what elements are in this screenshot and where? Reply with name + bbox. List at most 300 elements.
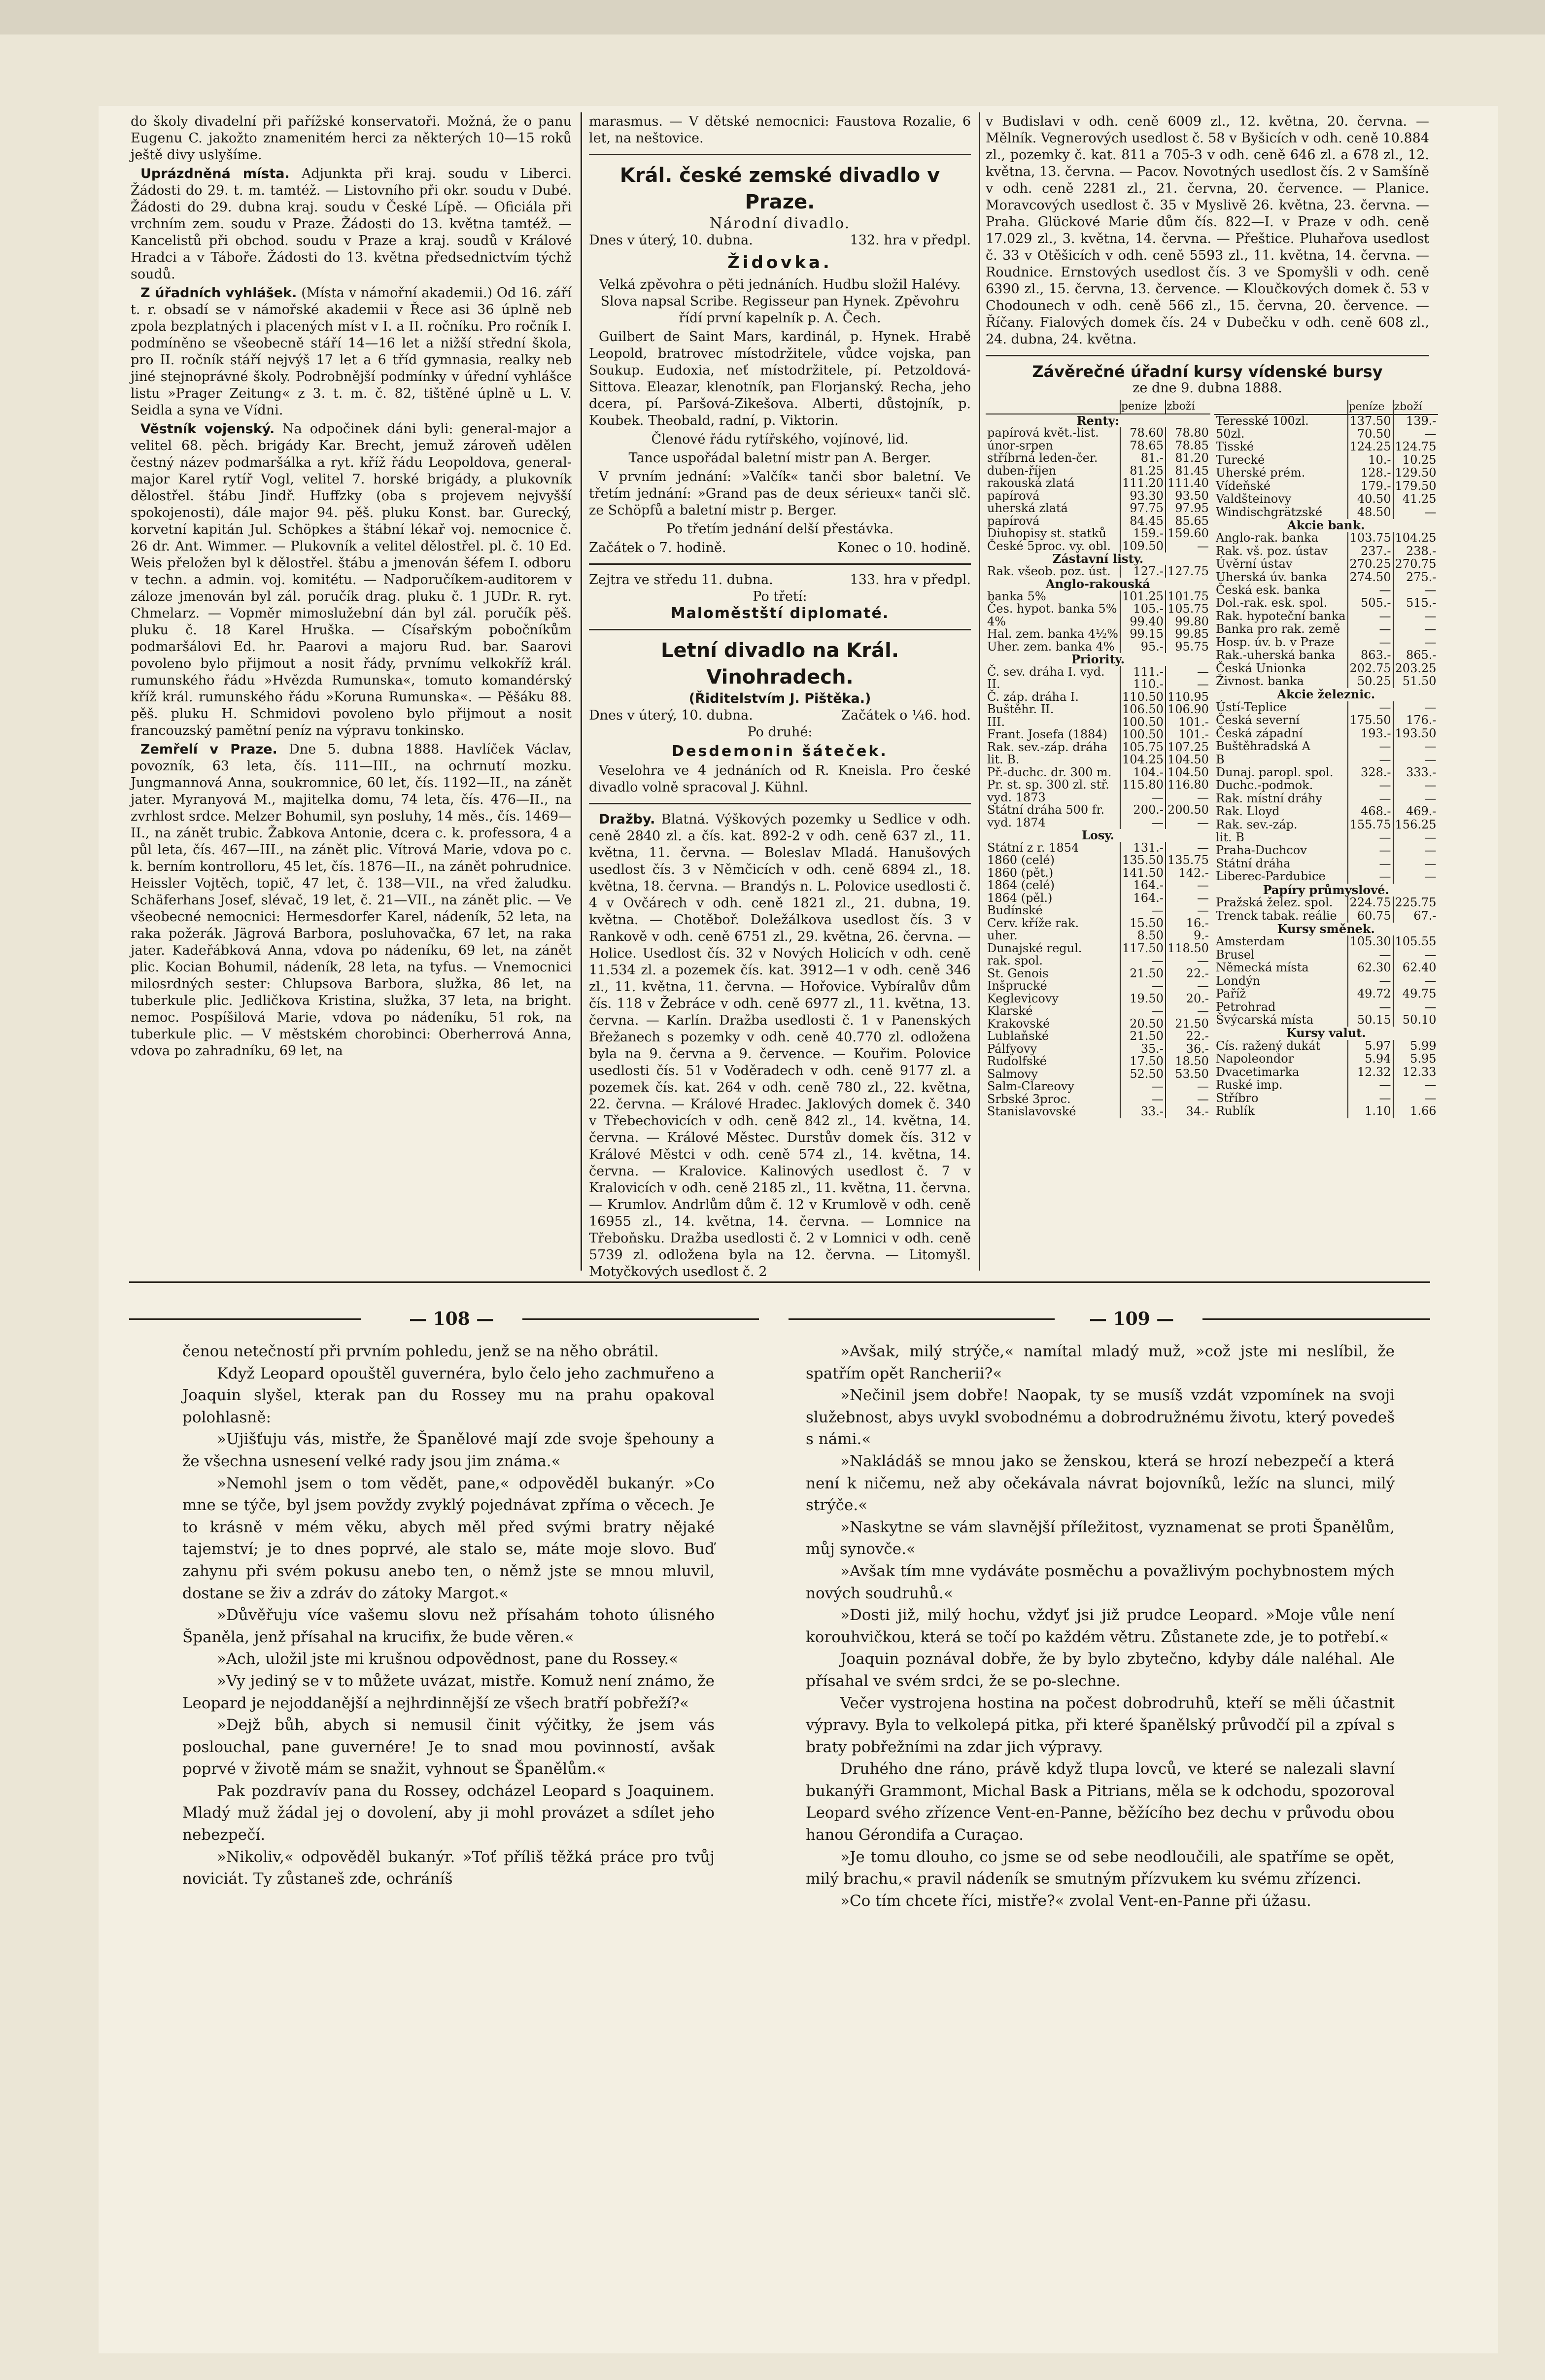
quote-row	[1214, 910, 1438, 923]
quote-goods: —	[1393, 610, 1438, 623]
theatre2-dateline	[589, 707, 971, 724]
quote-goods: —	[1166, 792, 1210, 804]
quote-row	[986, 754, 1210, 766]
divider	[986, 355, 1429, 356]
quote-goods: 139.-	[1393, 414, 1438, 428]
quote-goods: —	[1166, 540, 1210, 553]
quote-money: 106.50	[1120, 703, 1166, 716]
quote-money: 193.-	[1348, 727, 1393, 740]
quote-money: 17.50	[1120, 1055, 1166, 1068]
quote-goods: 101.75	[1166, 590, 1210, 603]
theatre2-subtitle: (Řiditelstvím J. Pištěka.)	[688, 691, 871, 706]
quote-goods: 865.-	[1393, 649, 1438, 662]
exchange-tables	[986, 400, 1437, 1118]
quote-label: Losy.	[1082, 828, 1114, 842]
quote-label: Buštěhr. II.	[987, 702, 1054, 716]
quote-goods: 176.-	[1393, 714, 1438, 727]
col-money: peníze	[1348, 400, 1393, 414]
quote-row	[1214, 636, 1438, 649]
quote-row	[1214, 714, 1438, 727]
quote-row	[986, 829, 1210, 842]
quote-money: —	[1120, 980, 1166, 993]
quote-row	[1214, 1014, 1438, 1027]
quote-money: 12.32	[1348, 1066, 1393, 1079]
quote-label: Brusel	[1215, 947, 1255, 962]
quote-goods: 93.50	[1166, 490, 1210, 503]
divider	[589, 154, 971, 155]
quote-goods: 110.95	[1166, 691, 1210, 704]
quote-row	[986, 930, 1210, 942]
quote-label: Kursy valut.	[1286, 1026, 1366, 1040]
quote-label: Anglo-rakouská	[1046, 577, 1150, 591]
quote-row	[1214, 819, 1438, 831]
quote-label: Rak. sev.-záp.	[1215, 817, 1298, 831]
quote-money: 111.-	[1120, 666, 1166, 679]
quote-money: 110.50	[1120, 691, 1166, 704]
quote-goods: 21.50	[1166, 1018, 1210, 1031]
quote-label: Napoleondor	[1215, 1052, 1294, 1066]
quote-goods: —	[1166, 817, 1210, 829]
scan-top-band	[0, 0, 1545, 34]
quote-row	[986, 515, 1210, 528]
quote-goods: 95.75	[1166, 641, 1210, 654]
quote-row	[1214, 988, 1438, 1000]
quote-label: Státní z r. 1854	[987, 840, 1079, 855]
quote-goods: —	[1393, 870, 1438, 883]
quote-row	[1214, 793, 1438, 805]
quote-label: Salmovy	[987, 1067, 1038, 1081]
theatre1-dateline	[589, 232, 971, 249]
quote-label: Rak. místní dráhy	[1215, 791, 1322, 805]
quote-goods: 22.-	[1166, 967, 1210, 980]
quote-row	[986, 527, 1210, 540]
quote-goods: —	[1393, 1001, 1438, 1014]
story-paragraph: »Dosti již, milý hochu, vždyť jsi již prudce Leopard. »Moje vůle není korouhvičkou, která se točí po každém větru. Zůstanete zde, je to potřebí.«	[806, 1606, 1395, 1646]
quote-money: 20.50	[1120, 1018, 1166, 1031]
quote-row	[986, 477, 1210, 490]
quote-money: —	[1120, 1005, 1166, 1018]
quote-money: 101.25	[1120, 590, 1166, 603]
quote-row	[986, 616, 1210, 628]
quote-money: 270.25	[1348, 558, 1393, 571]
quote-money: 164.-	[1120, 892, 1166, 905]
quote-row	[1214, 480, 1438, 493]
quote-money: 5.97	[1348, 1040, 1393, 1053]
quote-label: Akcie bank.	[1287, 517, 1365, 532]
quote-label: Trenck tabak. reálie	[1215, 908, 1337, 923]
quote-label: České 5proc. vy. obl.	[987, 539, 1111, 553]
quote-label: Diuhopisy st. statků	[987, 526, 1106, 540]
quote-row	[1214, 844, 1438, 857]
quote-money: 5.94	[1348, 1053, 1393, 1066]
quote-row	[1214, 558, 1438, 571]
quote-goods: —	[1393, 636, 1438, 649]
col-goods: zboží	[1166, 400, 1210, 414]
quote-goods: —	[1393, 623, 1438, 636]
quote-row	[1214, 701, 1438, 714]
quote-money: 111.20	[1120, 477, 1166, 490]
quote-row	[1214, 662, 1438, 675]
quote-row	[986, 716, 1210, 729]
quote-row	[1214, 858, 1438, 870]
quote-money: —	[1348, 793, 1393, 805]
quote-money: —	[1348, 1001, 1393, 1014]
quote-row	[1214, 675, 1438, 688]
quote-label: Dol.-rak. esk. spol.	[1215, 596, 1328, 610]
quote-label: Cerv. kříže rak.	[987, 916, 1079, 930]
quote-row	[986, 641, 1210, 654]
quote-row	[1214, 649, 1438, 662]
play1-note: V prvním jednání: »Valčík« tanči sbor baletní. Ve třetím jednání: »Grand pas de deux sérieux« tanči slč. ze Schöpfů a baletní mistr p. Berger.	[589, 469, 971, 518]
page-number-rule	[129, 1318, 361, 1320]
quote-money: —	[1348, 975, 1393, 988]
quote-row	[986, 854, 1210, 867]
deaths-heading: Zemřelí v Praze.	[140, 742, 277, 757]
quote-label: Česká Unionka	[1215, 661, 1306, 675]
tomorrow-third: Po třetí:	[753, 589, 807, 604]
quote-goods: 127.75	[1166, 565, 1210, 578]
quote-money: 19.50	[1120, 993, 1166, 1005]
quote-goods: 203.25	[1393, 662, 1438, 675]
quote-goods: 116.80	[1166, 779, 1210, 792]
quote-label: Česká západní	[1215, 726, 1303, 740]
col-goods: zboží	[1393, 400, 1438, 414]
exchange-title: Závěrečné úřadní kursy vídenské bursy	[1032, 362, 1383, 381]
office-heading: Z úřadních vyhlášek.	[140, 285, 297, 301]
quote-money: —	[1348, 1079, 1393, 1092]
quote-label: Kursy směnek.	[1277, 922, 1375, 936]
quote-row	[1214, 766, 1438, 779]
story-paragraph: Joaquin poznával dobře, že by bylo zbytečno, kdyby dále naléhal. Ale přísahal ve svém srdci, že se po-slechne.	[806, 1650, 1395, 1690]
quote-goods: —	[1166, 666, 1210, 679]
story-column-right	[806, 1341, 1395, 1912]
quote-goods: 104.50	[1166, 754, 1210, 766]
quote-row	[1214, 414, 1438, 428]
theatre2-second: Po druhé:	[747, 724, 813, 740]
quote-money: 60.75	[1348, 910, 1393, 923]
quote-label: Uherská úv. banka	[1215, 570, 1327, 584]
quote-money: —	[1120, 1080, 1166, 1093]
quote-money: 155.75	[1348, 819, 1393, 831]
page-number-rule	[1202, 1318, 1430, 1320]
quote-money: 103.75	[1348, 532, 1393, 545]
quote-money: 81.25	[1120, 465, 1166, 478]
quote-goods: 105.75	[1166, 603, 1210, 616]
quote-money: 95.-	[1120, 641, 1166, 654]
quote-row	[986, 1055, 1210, 1068]
quote-label: Uher. zem. banka 4%	[987, 639, 1115, 654]
quote-goods: 469.-	[1393, 805, 1438, 818]
quote-label: 4%	[987, 614, 1006, 628]
quote-row	[1214, 506, 1438, 519]
quote-label: Zástavní listy.	[1052, 552, 1144, 566]
quote-row	[986, 1043, 1210, 1056]
quote-row	[1214, 610, 1438, 623]
quote-money: 202.75	[1348, 662, 1393, 675]
quote-money: 124.25	[1348, 441, 1393, 453]
quote-label: Rak. Lloyd	[1215, 804, 1280, 819]
quote-money: 15.50	[1120, 917, 1166, 930]
theatre1-title: Král. české zemské divadlo v Praze.	[619, 164, 940, 213]
quote-money: 131.-	[1120, 842, 1166, 855]
story-paragraph: »Nemohl jsem o tom vědět, pane,« odpověděl bukanýr. »Co mne se týče, byl jsem povždy zvyklý pojednávat zpříma o věcech. Je to krásně v mém věku, abych měl před svými bratry nějaké tajemství; je to dnes poprvé, ale stalo se, máte moje slovo. Buď zahynu při svém pokusu anebo ten, o němž jste se mnou mluvil, dostane se živ a zdráv do zátoky Margot.«	[182, 1474, 715, 1602]
quote-goods: —	[1166, 904, 1210, 917]
quote-label: Rak. hypoteční banka	[1215, 609, 1346, 623]
quote-goods: —	[1393, 754, 1438, 766]
quote-label: 1860 (celé)	[987, 853, 1055, 867]
quote-row	[1214, 1066, 1438, 1079]
quote-goods: 10.25	[1393, 454, 1438, 467]
quote-money: 105.75	[1120, 741, 1166, 754]
quote-label: uherská zlatá	[987, 501, 1068, 515]
quote-goods: 101.-	[1166, 716, 1210, 729]
quote-goods: —	[1166, 955, 1210, 967]
quote-goods: 270.75	[1393, 558, 1438, 571]
play1-description: Velká zpěvohra o pěti jednáních. Hudbu složil Halévy. Slova napsal Scribe. Regisseur pan Hynek. Zpěvohru řídí první kapelník p. A. Čech.	[599, 277, 961, 326]
quote-money: —	[1120, 817, 1166, 829]
intro-paragraph: do školy divadelní při pařížské konservatoři. Možná, že o panu Eugenu C. jakožto znamenitém herci za některých 10—15 roků ještě divy uslyšíme.	[131, 114, 572, 163]
quote-label: rakouská zlatá	[987, 476, 1075, 490]
quote-money: —	[1348, 636, 1393, 649]
quote-row	[1214, 935, 1438, 948]
quote-label: Turecké	[1215, 452, 1265, 467]
quote-row	[986, 892, 1210, 905]
quote-money: 127.-	[1120, 565, 1166, 578]
quote-label: 1864 (pěl.)	[987, 891, 1053, 905]
quote-row	[1214, 597, 1438, 610]
quote-label: Pražská želez. spol.	[1215, 896, 1333, 910]
quote-goods: —	[1393, 793, 1438, 805]
quote-money: 21.50	[1120, 967, 1166, 980]
quote-goods: 62.40	[1393, 962, 1438, 974]
play1-intermission: Po třetím jednání delší přestávka.	[666, 521, 894, 537]
quote-row	[986, 414, 1210, 427]
quote-row	[986, 817, 1210, 829]
play1-cast: Guilbert de Saint Mars, kardinál, p. Hynek. Hrabě Leopold, bratrovec místodržitele, vůdce vojska, pan Soukup. Eudoxia, neť místodržitele, pí. Petzoldová-Sittova. Eleazar, klenotník, pan Florjanský. Recha, jeho dcera, pí. Paršová-Zikešova. Alberti, důstojník, p. Koubek. Theobald, radní, p. Viktorin.	[589, 329, 971, 428]
quote-money: —	[1348, 740, 1393, 753]
story-paragraph: Večer vystrojena hostina na počest dobrodruhů, kteří se měli účastnit výpravy. Byla to velkolepá pitka, při které španělský průvodčí pil a zpíval s braty pobřežními na zdar jich výpravy.	[806, 1694, 1395, 1756]
quote-row	[986, 942, 1210, 955]
quote-goods: 85.65	[1166, 515, 1210, 528]
quote-money: 274.50	[1348, 571, 1393, 584]
quote-label: Renty:	[1076, 413, 1120, 428]
exchange-date: ze dne 9. dubna 1888.	[1133, 380, 1282, 396]
quote-money: 104.-	[1120, 766, 1166, 779]
quote-label: Rudolfské	[987, 1054, 1047, 1068]
quote-goods: —	[1166, 980, 1210, 993]
quote-money: —	[1348, 870, 1393, 883]
quote-row	[1214, 571, 1438, 584]
quote-row	[986, 993, 1210, 1005]
quote-goods: 159.60	[1166, 527, 1210, 540]
story-paragraph: čenou netečností při prvním pohledu, jenž se na něho obrátil.	[182, 1343, 659, 1360]
quote-money: 33.-	[1120, 1105, 1166, 1118]
quote-money: —	[1120, 792, 1166, 804]
quote-goods: —	[1393, 1079, 1438, 1092]
page-number-rule	[522, 1318, 759, 1320]
col-money: peníze	[1120, 400, 1166, 414]
quote-row	[986, 1030, 1210, 1043]
page-number-rule	[789, 1318, 1055, 1320]
quote-label: Banka pro rak. země	[1215, 622, 1340, 636]
quote-label: Rak.-uherská banka	[1215, 648, 1336, 662]
quote-money: 468.-	[1348, 805, 1393, 818]
quote-money: 137.50	[1348, 414, 1393, 428]
quote-row	[1214, 1092, 1438, 1105]
quote-goods: —	[1166, 892, 1210, 905]
quote-money: 93.30	[1120, 490, 1166, 503]
quote-money: 128.-	[1348, 467, 1393, 480]
quote-label: lit. B	[1215, 830, 1244, 845]
quote-label: Budínské	[987, 903, 1043, 917]
quote-money: —	[1120, 1093, 1166, 1106]
quote-row	[986, 967, 1210, 980]
story-paragraph: Druhého dne ráno, právě když tlupa lovců, ve které se nalezali slavní bukanýři Grammont, Michal Bask a Pitrians, měla se k odchodu, spozoroval Leopard svého zřízence Vent-en-Panne, běžícího bez dechu v průvodu obou hanou Gérondifa a Curaçao.	[806, 1760, 1395, 1844]
quote-label: Rak. všeob. poz. úst.	[987, 564, 1111, 578]
quote-label: Pr. st. sp. 300 zl. stř.	[987, 778, 1109, 792]
quote-label: Dvacetimarka	[1215, 1065, 1300, 1079]
quote-row	[986, 804, 1210, 817]
military-text: Na odpočinek dáni byli: general-major a velitel 68. pěch. brigády Kar. Brecht, jemuž zároveň udělen čestný název podmaršálka a ryt. kříž řádu Leopoldova, general-major Karel rytíř Vogl, velitel 7. horské brigády, a plukovník dělostřel. štábu Jindř. Huffzky (oba s projevem nejvyšší spokojenosti), dále major 94. pěš. pluku Konst. bar. Gurecký, korvetní kapitán Jul. Schöpkes a štábní lékař voj. nemocnice č. 26 dr. Ant. Wimmer. — Plukovník a velitel dělostřel. pl. č. 10 Ed. Weis přeložen byl k dělostřel. štábu a jmenován šéfem I. odboru v techn. a admin. voj. komitétu. — Nadporučíkem-auditorem v záloze jmenován byl zál. poručík drag. pluku č. 1 JUDr. R. ryt. Chmelarz. — Vopměr mimoslužební dán byl zál. poručík pěš. pluku č. 18 Karel Hruška. — Císařským pobočníkům podmaršálovi Ed. hr. Paarovi a majoru Rud. bar. Saarovi povoleno bylo přijmout a nosit řády, prvnímu velkokříž král. rumunského řádu »Hvězda Rumunska«, tomuto komandérský kříž král. rumunského řádu »Koruna Rumunska«. — Pěšáku 88. pěš. pluku H. Schmidovi povoleno bylo přijmout a nosit francouzský pamětní peníz na výpravu tonkinsko.	[131, 421, 572, 738]
quote-label: Amsterdam	[1215, 934, 1285, 949]
story-paragraph: Když Leopard opouštěl guvernéra, bylo čelo jeho zachmuřeno a Joaquin slyšel, kterak pan du Rossey mu na prahu opakoval polohlasně:	[182, 1364, 715, 1426]
quote-row	[1214, 949, 1438, 962]
quote-label: Hosp. úv. b. v Praze	[1215, 635, 1335, 649]
quote-row	[1214, 884, 1438, 897]
quote-row	[986, 565, 1210, 578]
quote-row	[1214, 1027, 1438, 1039]
deaths-text: Dne 5. dubna 1888. Havlíček Václav, povozník, 63 leta, čís. 111—III., na ochrnutí mozku. Jungmannová Anna, soukromnice, 60 let, čís. 1192—II., na zánět jater. Myranyová M., majitelka domu, 74 leta, čís. 476—II., na zvrhlost srdce. Melzer Bohumil, syn posluhy, 14 měs., čís. 1469—II., na zánět trubic. Žabkova Antonie, dcera c. k. professora, 4 a půl leta, čís. 467—III., na zánět plic. Vítrová Marie, vdova po c. k. berním kontrolloru, 45 let, čís. 1876—II., na zánět pohrudnice. Heissler Vojtěch, topič, 47 let, č. 138—VII., na vřed žaludku. Schäferhans Josef, slévač, 19 let, č. 21—VII., na zánět plic. — Ve všeobecné nemocnici: Hermesdorfer Karel, nádeník, 52 leta, na raka požerák. Jägrová Barbora, posluhovačka, 67 let, na raka jater. Kadeřábková Anna, vdova po nádeníku, 69 let, na zánět plic. Kocian Bohumil, nádeník, 28 leta, na tyfus. — Vnemocnici milosrdných sester: Chlupsova Barbora, služka, 86 let, na tuberkule plic. Jedličkova Kristina, služka, 37 leta, na bright. nemoc. Pospíšilová Marie, vdova po nádeníku, 51 rok, na tuberkule plic. — V městském chorobinci: Oberherrová Anna, vdova po zahradníku, 69 let, na	[131, 742, 572, 1059]
middle-news-column	[589, 113, 971, 1282]
quote-row	[986, 1005, 1210, 1018]
quote-goods: 225.75	[1393, 897, 1438, 909]
quote-goods: 193.50	[1393, 727, 1438, 740]
quote-money: 863.-	[1348, 649, 1393, 662]
quote-row	[1214, 897, 1438, 909]
quote-row	[986, 653, 1210, 666]
quote-label: Německá místa	[1215, 961, 1309, 975]
quote-goods: 135.75	[1166, 854, 1210, 867]
quote-row	[986, 741, 1210, 754]
quote-money: —	[1348, 831, 1393, 844]
quote-row	[1214, 870, 1438, 883]
auctions-heading: Dražby.	[599, 812, 655, 827]
quote-goods: 142.-	[1166, 867, 1210, 880]
quote-label: Papíry průmyslové.	[1263, 882, 1389, 897]
quote-goods: —	[1393, 506, 1438, 519]
quote-label: Krakovské	[987, 1016, 1050, 1031]
quote-money: 84.45	[1120, 515, 1166, 528]
quote-label: Petrohrad	[1215, 1000, 1276, 1014]
quote-row	[1214, 584, 1438, 597]
quote-money: —	[1348, 844, 1393, 857]
quote-money: 224.75	[1348, 897, 1393, 909]
quote-row	[1214, 779, 1438, 792]
office-text: (Místa v námořní akademii.) Od 16. září t. r. obsadí se v námořské akademii v Řece asi 36 úplně neb zpola bezplatných i placených míst v I. a II. ročníku. Pro ročník I. podmíněno se všeobecně stáří 14—16 let a nižší střední škola, pro II. ročník stáří nejvýš 17 let a 6 tříd gymnasia, realky neb jiné stejnoprávné školy. Podrobnější podmínky v úřední vyhlášce listu »Prager Zeitung« z 3. t. m. č. 82, tištěné úplně u L. V. Seidla a syna ve Vídni.	[131, 285, 572, 418]
quote-goods: —	[1393, 701, 1438, 714]
quote-row	[1214, 1040, 1438, 1053]
quote-money: 179.-	[1348, 480, 1393, 493]
quote-label: Duchc.-podmok.	[1215, 778, 1313, 793]
quote-label: Stanislavovské	[987, 1104, 1076, 1118]
play2-description: Veselohra ve 4 jednáních od R. Kneisla. Pro české divadlo volně spracoval J. Kühnl.	[589, 763, 971, 795]
quote-row	[1214, 428, 1438, 441]
quote-goods: —	[1393, 779, 1438, 792]
quote-label: Valdšteinovy	[1215, 492, 1292, 506]
quote-money: 40.50	[1348, 493, 1393, 506]
quote-row	[986, 540, 1210, 553]
quote-goods: 104.50	[1166, 766, 1210, 779]
quote-label: Rak. vš. poz. ústav	[1215, 544, 1328, 558]
story-paragraph: »Je tomu dlouho, co jsme se od sebe neodloučili, ale spatříme se opět, milý brachu,« pravil nádeník se smutným přízvukem ku svému zřízenci.	[806, 1848, 1395, 1888]
quote-money: 8.50	[1120, 930, 1166, 942]
quote-goods: 99.80	[1166, 616, 1210, 628]
theatre1-number: 132. hra v předpl.	[850, 233, 971, 248]
quote-label: Vídeňské	[1215, 479, 1271, 493]
quote-goods: 5.99	[1393, 1040, 1438, 1053]
quote-money: —	[1348, 1092, 1393, 1105]
quote-row	[986, 1105, 1210, 1118]
quote-goods: 9.-	[1166, 930, 1210, 942]
divider	[589, 803, 971, 804]
quote-goods: 104.25	[1393, 532, 1438, 545]
quote-row	[986, 792, 1210, 804]
quote-money: —	[1348, 610, 1393, 623]
quote-row	[986, 917, 1210, 930]
quote-row	[986, 603, 1210, 616]
story-paragraph: »Ach, uložil jste mi krušnou odpovědnost, pane du Rossey.«	[217, 1650, 679, 1668]
quote-money: 97.75	[1120, 502, 1166, 515]
quote-label: Priority.	[1071, 652, 1125, 666]
quote-label: papírová květ.-list.	[987, 426, 1099, 440]
quote-label: Frant. Josefa (1884)	[987, 727, 1108, 741]
quote-label: Windischgrätzské	[1215, 505, 1323, 519]
quote-row	[986, 879, 1210, 892]
quote-money: 100.50	[1120, 728, 1166, 741]
quote-money: 237.-	[1348, 545, 1393, 558]
quote-goods: 179.50	[1393, 480, 1438, 493]
military-heading: Věstník vojenský.	[140, 421, 275, 437]
quote-label: St. Genois	[987, 966, 1049, 980]
quote-label: 1860 (pět.)	[987, 865, 1054, 880]
quote-row	[986, 842, 1210, 855]
quote-money: 115.80	[1120, 779, 1166, 792]
page-number-left: — 108 —	[409, 1309, 494, 1329]
quote-money: 50.25	[1348, 675, 1393, 688]
quote-money: 117.50	[1120, 942, 1166, 955]
quote-goods: 111.40	[1166, 477, 1210, 490]
quote-goods: —	[1393, 975, 1438, 988]
tomorrow-number: 133. hra v předpl.	[850, 572, 971, 587]
quote-label: Srbské 3proc.	[987, 1092, 1071, 1106]
quote-goods: 129.50	[1393, 467, 1438, 480]
quote-goods: 12.33	[1393, 1066, 1438, 1079]
quote-label: Ruské imp.	[1215, 1078, 1283, 1092]
quote-label: Státní dráha 500 fr.	[987, 803, 1105, 817]
play1-title: Židovka.	[727, 253, 832, 273]
quote-money: 35.-	[1120, 1043, 1166, 1056]
quote-label: Stříbro	[1215, 1091, 1259, 1105]
quote-goods: 67.-	[1393, 910, 1438, 923]
story-paragraph: »Dejž bůh, abych si nemusil činit výčitky, že jsem vás poslouchal, pane guvernére! Je to snad mou povinností, avšak poprvé v životě mám se snažit, vyhnout se Španělům.«	[182, 1716, 715, 1778]
quote-money: 99.15	[1120, 628, 1166, 641]
quote-row	[986, 578, 1210, 590]
quote-row	[1214, 727, 1438, 740]
story-paragraph: »Důvěřuju více vašemu slovu než přísahám tohoto úlisného Španěla, jenž přísahal na krucifix, že bude věren.«	[182, 1606, 715, 1646]
quote-goods: 81.45	[1166, 465, 1210, 478]
play1-ballet: Tance uspořádal baletní mistr pan A. Berger.	[628, 450, 931, 466]
quote-label: Tisské	[1215, 440, 1254, 454]
